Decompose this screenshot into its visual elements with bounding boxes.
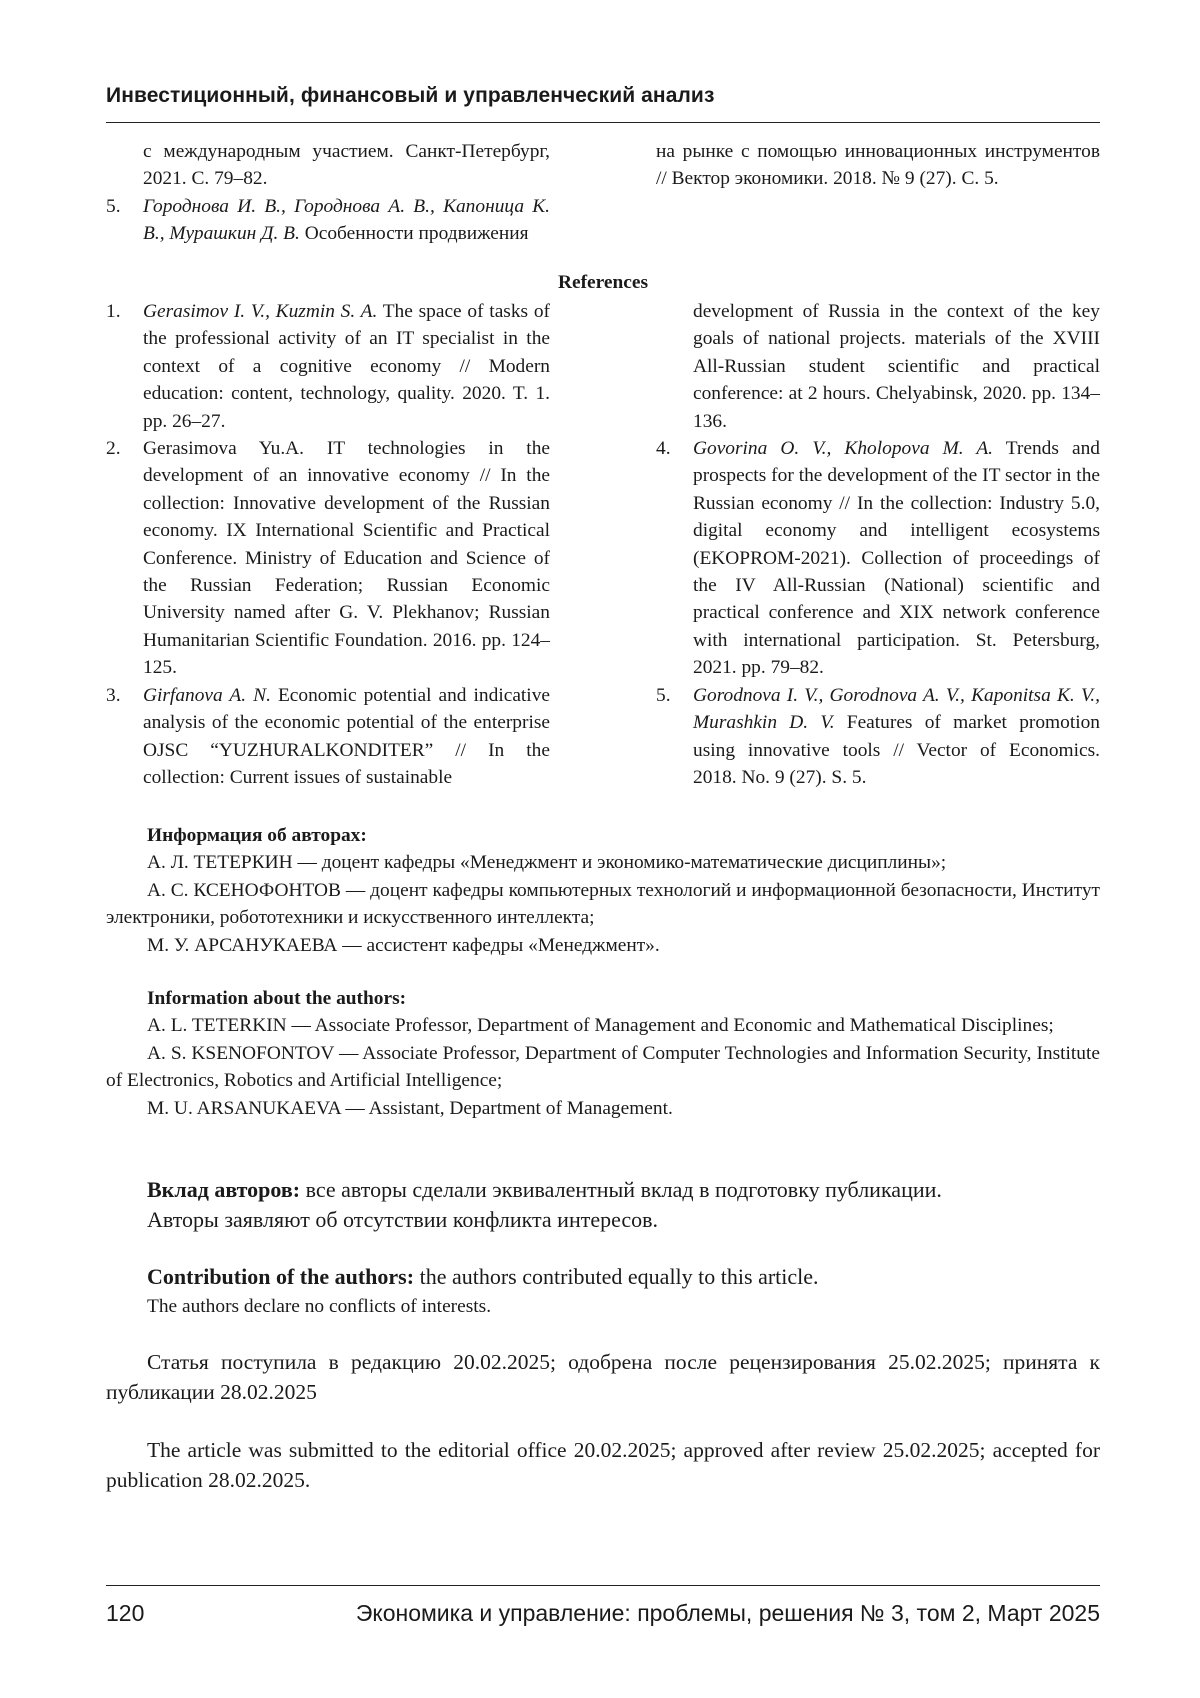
journal-title: Экономика и управление: проблемы, решения № 3, том 2, Март 2025 (355, 1600, 1100, 1626)
conflict-statement: Авторы заявляют об отсутствии конфликта интересов. (147, 1207, 659, 1232)
author-line: А. Л. ТЕТЕРКИН — доцент кафедры «Менеджмент и экономико-математические дисциплины»; (147, 852, 947, 874)
author-line: М. У. АРСАНУКАЕВА — ассистент кафедры «Менеджмент». (147, 934, 660, 956)
author-line: A. L. TETERKIN — Associate Professor, Department of Management and Economic and Mathematical Disciplines; (147, 1015, 1054, 1037)
contribution-label: Вклад авторов: (147, 1177, 301, 1202)
references-right-column (656, 298, 1100, 791)
dates-text: Статья поступила в редакцию 20.02.2025; одобрена после рецензирования 25.02.2025; принята к публикации 28.02.2025 (106, 1350, 1100, 1404)
authors-info-heading: Information about the authors: (147, 988, 407, 1009)
reference-number: 4. (656, 438, 671, 460)
header-rule (106, 122, 1100, 123)
reference-item (656, 682, 1100, 792)
footer-rule (106, 1585, 1100, 1586)
dates-en (106, 1435, 1100, 1495)
authors-info-heading: Информация об авторах: (147, 825, 367, 846)
reference-text: The space of tasks of the professional activity of an IT specialist in the context of a cognitive economy // Modern education: content, technology, quality. 2020. T. 1. pp. 26–27. (143, 301, 550, 432)
reference-tail: development of Russia in the context of the key goals of national projects. materials of the XVIII All-Russian student scientific and practical conference: at 2 hours. Chelyabinsk, 2020. pp. 134–136. (693, 301, 1100, 432)
page-number: 120 (106, 1600, 145, 1626)
contribution-label: Contribution of the authors: (147, 1264, 415, 1289)
dates-ru (106, 1347, 1100, 1407)
contribution-ru (106, 1175, 1100, 1235)
author-line: A. S. KSENOFONTOV — Associate Professor, Department of Computer Technologies and Information Security, Institute of Electronics, Robotics and Artificial Intelligence; (106, 1042, 1100, 1092)
contribution-en (106, 1262, 1100, 1322)
contribution-statement (106, 1262, 1100, 1292)
contribution-text: все авторы сделали эквивалентный вклад в подготовку публикации. (300, 1177, 942, 1202)
conflict-statement: The authors declare no conflicts of interests. (147, 1296, 492, 1317)
contribution-statement (106, 1175, 1100, 1205)
continuation-left-column (106, 138, 550, 248)
reference-item (106, 193, 550, 248)
reference-text: Особенности продвижения (299, 223, 529, 245)
authors-info-en (106, 985, 1100, 1122)
reference-item (656, 435, 1100, 682)
reference-authors: Gorodnova I. V., Gorodnova A. V., Kaponitsa K. V., Murashkin D. V. (693, 684, 1100, 734)
reference-item (106, 298, 550, 435)
reference-tail: с международным участием. Санкт-Петербург, 2021. С. 79–82. (143, 141, 550, 190)
dates-text: The article was submitted to the editorial office 20.02.2025; approved after review 25.02.2025; accepted for publication 28.02.2025. (106, 1438, 1100, 1492)
reference-text: Trends and prospects for the development of the IT sector in the Russian economy // In the collection: Industry 5.0, digital economy and intelligent ecosystems (EKOPROM-2021). Collection of proceedings of the IV All-Russian (National) scientific and practical conference and XIX network conference with international participation. St. Petersburg, 2021. pp. 79–82. (693, 438, 1100, 679)
reference-text: Economic potential and indicative analysis of the economic potential of the enterprise OJSC “YUZHURALKONDITER” // In the collection: Current issues of sustainable (143, 684, 550, 788)
reference-number: 2. (106, 438, 121, 460)
reference-number: 1. (106, 301, 121, 322)
reference-number: 3. (106, 684, 121, 706)
reference-number: 5. (656, 684, 671, 706)
continuation-right-column (656, 138, 1100, 193)
reference-number: 5. (106, 195, 121, 217)
running-head: Инвестиционный, финансовый и управленческий анализ (106, 84, 715, 107)
authors-info-ru (106, 822, 1100, 959)
reference-authors: Govorina O. V., Kholopova M. A. (693, 438, 994, 460)
reference-tail: на рынке с помощью инновационных инструментов // Вектор экономики. 2018. № 9 (27). С. 5. (656, 141, 1100, 190)
reference-item (106, 435, 550, 682)
references-left-column (106, 298, 550, 791)
reference-text: Features of market promotion using innovative tools // Vector of Economics. 2018. No. 9 (27). S. 5. (693, 712, 1100, 788)
reference-authors: Girfanova A. N. (143, 684, 271, 706)
author-line: M. U. ARSANUKAEVA — Assistant, Department of Management. (147, 1097, 673, 1119)
author-line: А. С. КСЕНОФОНТОВ — доцент кафедры компьютерных технологий и информационной безопасности, Институт электроники, робототехники и искусственного интеллекта; (106, 879, 1100, 929)
references-heading: References (557, 272, 649, 293)
reference-text: Gerasimova Yu.A. IT technologies in the development of an innovative economy // In the collection: Innovative development of the Russian economy. IX International Scientific and Practical Conference. Ministry of Education and Science of the Russian Federation; Russian Economic University named after G. V. Plekhanov; Russian Humanitarian Scientific Foundation. 2016. pp. 124–125. (143, 438, 550, 679)
contribution-text: the authors contributed equally to this article. (414, 1264, 819, 1289)
reference-authors: Городнова И. В., Городнова А. В., Капоница К. В., Мурашкин Д. В. (143, 195, 550, 245)
reference-item (106, 682, 550, 792)
reference-authors: Gerasimov I. V., Kuzmin S. A. (143, 301, 378, 322)
